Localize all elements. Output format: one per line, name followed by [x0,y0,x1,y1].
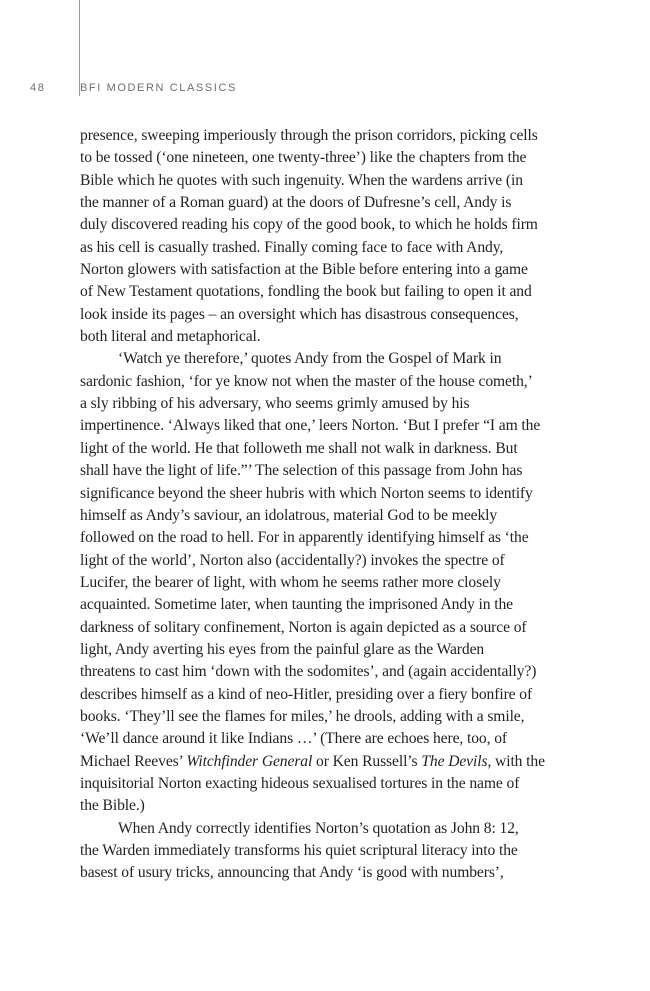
film-title: The Devils [421,752,488,770]
text-line: Bible which he quotes with such ingenuity. When the wardens arrive (in [80,171,523,189]
page-number: 48 [30,82,46,94]
text-line: of New Testament quotations, fondling the book but failing to open it and [80,283,532,301]
text-segment: , with the [487,752,545,770]
text-line: light of the world. He that followeth me shall not walk in darkness. But [80,439,518,457]
text-segment: or Ken Russell’s [312,752,422,770]
text-line: darkness of solitary confinement, Norton is again depicted as a source of [80,618,527,636]
paragraph-start-line: When Andy correctly identifies Norton’s quotation as John 8: 12, [118,819,519,837]
text-line: light, Andy averting his eyes from the painful glare as the Warden [80,640,485,658]
film-title: Witchfinder General [186,752,313,770]
paragraph-start-line: ‘Watch ye therefore,’ quotes Andy from the Gospel of Mark in [118,350,502,368]
text-line: shall have the light of life.”’ The selection of this passage from John has [80,462,523,480]
text-line: as his cell is casually trashed. Finally coming face to face with Andy, [80,238,504,256]
text-line: sardonic fashion, ‘for ye know not when the master of the house cometh,’ [80,372,533,390]
text-line: presence, sweeping imperiously through the prison corridors, picking cells [80,127,538,144]
text-line: Lucifer, the bearer of light, with whom he seems rather more closely [80,573,501,591]
text-line: both literal and metaphorical. [80,328,261,346]
text-line: a sly ribbing of his adversary, who seems grimly amused by his [80,395,470,413]
series-title: BFI MODERN CLASSICS [80,82,237,94]
text-line: inquisitorial Norton exacting hideous sexualised tortures in the name of [80,774,520,792]
text-line: the manner of a Roman guard) at the doors of Dufresne’s cell, Andy is [80,194,512,212]
text-line: basest of usury tricks, announcing that Andy ‘is good with numbers’, [80,864,504,882]
text-line: look inside its pages – an oversight which has disastrous consequences, [80,305,519,323]
text-line: to be tossed (‘one nineteen, one twenty-three’) like the chapters from the [80,149,527,167]
text-segment: Michael Reeves’ [80,752,187,770]
text-line: the Warden immediately transforms his quiet scriptural literacy into the [80,842,518,859]
text-line: impertinence. ‘Always liked that one,’ leers Norton. ‘But I prefer “I am the [80,417,541,435]
text-line: books. ‘They’ll see the flames for miles,’ he drools, adding with a smile, [80,707,525,725]
text-line: Norton glowers with satisfaction at the Bible before entering into a game [80,261,528,279]
text-line: describes himself as a kind of neo-Hitler, presiding over a fiery bonfire of [80,685,533,703]
running-head [30,80,237,96]
text-line: ‘We’ll dance around it like Indians …’ (There are echoes here, too, of [80,730,508,748]
text-line: followed on the road to hell. For in apparently identifying himself as ‘the [80,529,529,547]
text-line: himself as Andy’s saviour, an idolatrous, material God to be meekly [80,506,498,524]
text-line: light of the world’, Norton also (accidentally?) invokes the spectre of [80,551,505,569]
body-text [80,125,576,885]
text-line: acquainted. Sometime later, when taunting the imprisoned Andy in the [80,596,514,614]
text-line: threatens to cast him ‘down with the sodomites’, and (again accidentally?) [80,663,537,681]
text-line: the Bible.) [80,797,145,815]
text-line: significance beyond the sheer hubris with which Norton seems to identify [80,484,533,502]
text-line: duly discovered reading his copy of the good book, to which he holds firm [80,216,538,234]
text-line [80,751,576,773]
